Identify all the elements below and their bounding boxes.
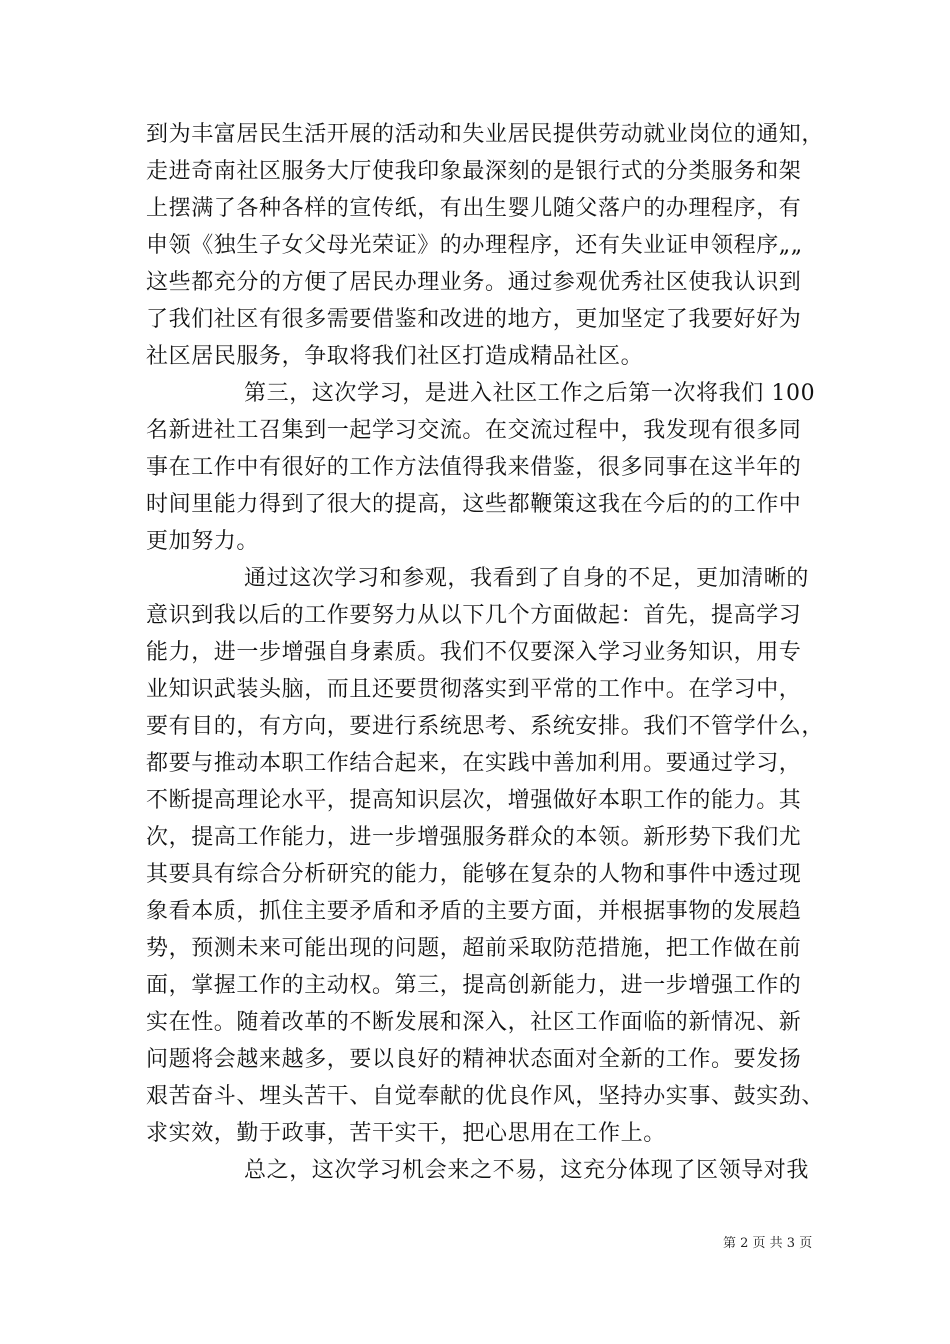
text-line: 面，掌握工作的主动权。第三，提高创新能力，进一步增强工作的 bbox=[146, 973, 802, 998]
text-line: 艰苦奋斗、埋头苦干、自觉奉献的优良作风，坚持办实事、鼓实劲、 bbox=[146, 1084, 825, 1109]
text-line: 其要具有综合分析研究的能力，能够在复杂的人物和事件中透过现 bbox=[146, 862, 802, 887]
text-line: 上摆满了各种各样的宣传纸，有出生婴儿随父落户的办理程序，有 bbox=[146, 196, 802, 221]
page-number-footer: 第 2 页 共 3 页 bbox=[723, 1236, 813, 1251]
text-line: 事在工作中有很好的工作方法值得我来借鉴，很多同事在这半年的 bbox=[146, 455, 802, 480]
text-line: 问题将会越来越多，要以良好的精神状态面对全新的工作。要发扬 bbox=[146, 1047, 802, 1072]
text-line: 时间里能力得到了很大的提高，这些都鞭策这我在今后的的工作中 bbox=[146, 492, 802, 517]
paragraph-start-line: 通过这次学习和参观，我看到了自身的不足，更加清晰的 bbox=[244, 566, 810, 591]
text-line: 意识到我以后的工作要努力从以下几个方面做起：首先，提高学习 bbox=[146, 603, 802, 628]
text-line: 不断提高理论水平，提高知识层次，增强做好本职工作的能力。其 bbox=[146, 788, 802, 813]
text-line: 这些都充分的方便了居民办理业务。通过参观优秀社区使我认识到 bbox=[146, 270, 802, 295]
text-line: 要有目的，有方向，要进行系统思考、系统安排。我们不管学什么， bbox=[146, 714, 825, 739]
text-line: 了我们社区有很多需要借鉴和改进的地方，更加坚定了我要好好为 bbox=[146, 307, 802, 332]
text-line: 社区居民服务，争取将我们社区打造成精品社区。 bbox=[146, 344, 644, 369]
text-line: 业知识武装头脑，而且还要贯彻落实到平常的工作中。在学习中， bbox=[146, 677, 802, 702]
paragraph-start-line: 第三，这次学习，是进入社区工作之后第一次将我们 100 bbox=[244, 381, 816, 406]
paragraph-start-line: 总之，这次学习机会来之不易，这充分体现了区领导对我 bbox=[244, 1158, 810, 1183]
text-line: 象看本质，抓住主要矛盾和矛盾的主要方面，并根据事物的发展趋 bbox=[146, 899, 802, 924]
text-line: 实在性。随着改革的不断发展和深入，社区工作面临的新情况、新 bbox=[146, 1010, 802, 1035]
text-line: 能力，进一步增强自身素质。我们不仅要深入学习业务知识，用专 bbox=[146, 640, 802, 665]
text-line: 到为丰富居民生活开展的活动和失业居民提供劳动就业岗位的通知， bbox=[146, 122, 825, 147]
text-line: 名新进社工召集到一起学习交流。在交流过程中，我发现有很多同 bbox=[146, 418, 802, 443]
text-line: 求实效，勤于政事，苦干实干，把心思用在工作上。 bbox=[146, 1121, 666, 1146]
text-line: 走进奇南社区服务大厅使我印象最深刻的是银行式的分类服务和架 bbox=[146, 159, 802, 184]
text-line: 更加努力。 bbox=[146, 529, 260, 554]
text-line: 申领《独生子女父母光荣证》的办理程序，还有失业证申领程序„„ bbox=[146, 233, 803, 258]
text-line: 都要与推动本职工作结合起来，在实践中善加利用。要通过学习， bbox=[146, 751, 802, 776]
text-line: 势，预测未来可能出现的问题，超前采取防范措施，把工作做在前 bbox=[146, 936, 802, 961]
text-line: 次，提高工作能力，进一步增强服务群众的本领。新形势下我们尤 bbox=[146, 825, 802, 850]
